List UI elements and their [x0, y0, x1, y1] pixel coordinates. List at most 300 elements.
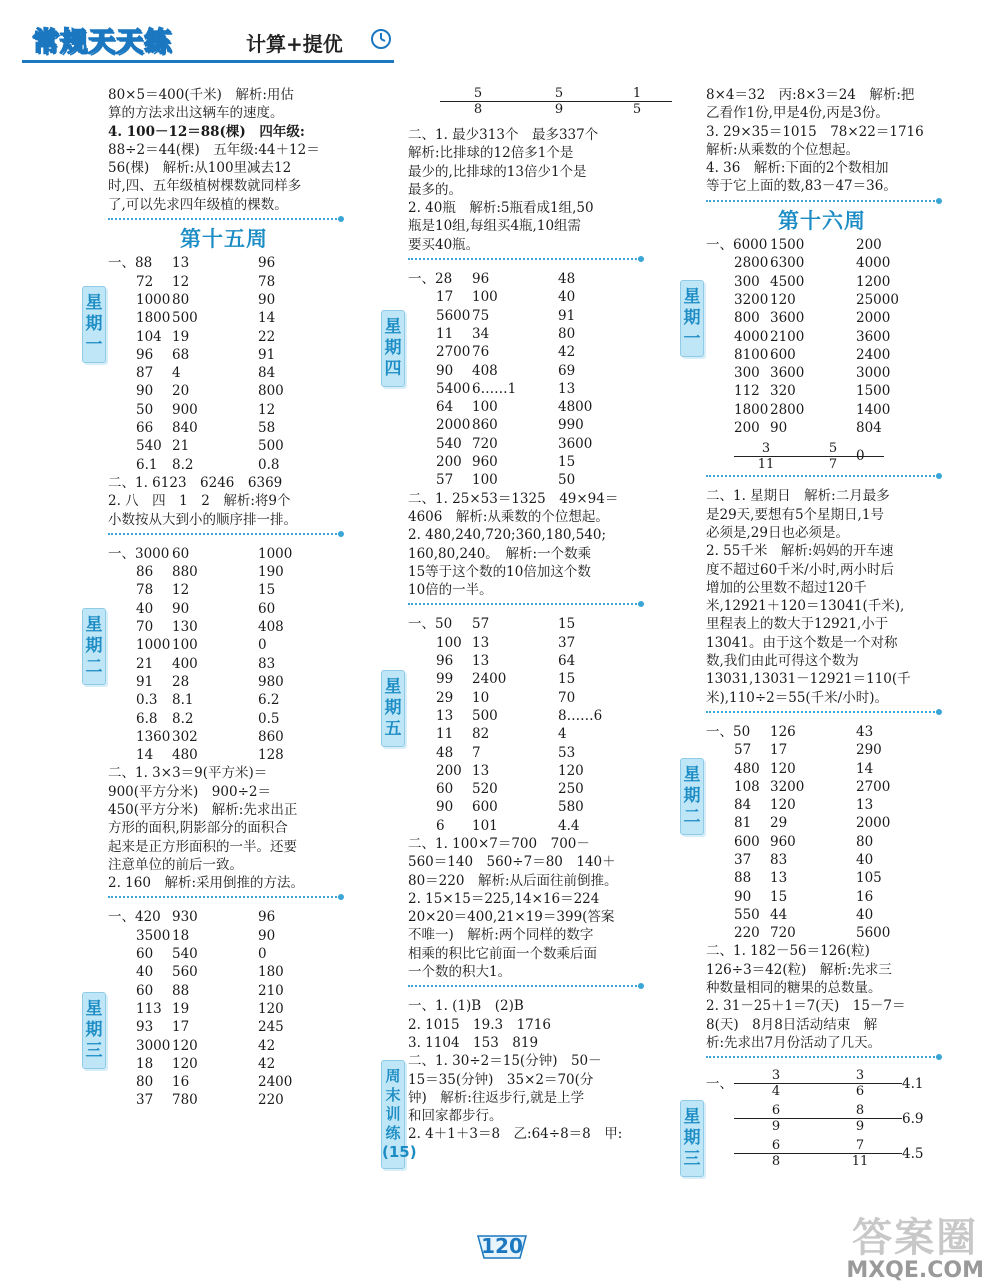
text-line: 二、1. 182－56＝126(粒)	[706, 943, 870, 960]
day-tag-weekend: 周末训练(15)	[381, 1060, 405, 1169]
answer-cell: 29	[770, 815, 788, 832]
answer-cell: 91	[558, 307, 576, 324]
text-line: 二、1. 6123 6246 6369	[108, 474, 283, 491]
text-line: 160,80,240。 解析:一个数乘	[408, 545, 592, 562]
answer-cell: 4500	[770, 273, 805, 290]
text-line: 3. 29×35＝1015 78×22＝1716	[706, 123, 924, 140]
answer-cell: 80	[136, 1074, 154, 1091]
text-line: 算的方法求出这辆车的速度。	[108, 105, 284, 122]
answer-cell: 2400	[856, 346, 891, 363]
separator	[108, 896, 340, 898]
text-line: 二、1. 100×7＝700 700－	[408, 835, 590, 852]
answer-cell: 80	[172, 291, 190, 308]
answer-cell: 96	[472, 271, 490, 288]
answer-cell: 60	[172, 545, 190, 562]
text-line: 最多的。	[408, 181, 462, 198]
text-line: 最少的,比排球的13倍少1个是	[408, 163, 587, 180]
fraction: $\frac{8}{9}$	[818, 1103, 902, 1134]
answer-cell: 860	[258, 728, 284, 745]
answer-cell: 90	[136, 383, 154, 400]
answer-cell: 400	[172, 655, 198, 672]
answer-cell: 88	[172, 982, 190, 999]
answer-cell: 15	[558, 671, 576, 688]
answer-cell: 6300	[770, 255, 805, 272]
answer-cell: 15	[770, 888, 788, 905]
text-line: 80＝220 解析:从后面往前倒推。	[408, 872, 618, 889]
answer-cell: 57	[734, 742, 752, 759]
clock-icon	[370, 28, 392, 50]
text-line: 时,四、五年级植树棵数就同样多	[108, 178, 302, 195]
answer-cell: 4000	[734, 328, 769, 345]
answer-cell: 126	[770, 723, 796, 740]
answer-cell: 860	[472, 417, 498, 434]
answer-cell: 57	[436, 472, 454, 489]
answer-cell: 14	[136, 747, 154, 764]
answer-cell: 22	[258, 328, 276, 345]
column-2	[408, 86, 640, 1144]
answer-cell: 84	[734, 797, 752, 814]
separator	[408, 258, 640, 260]
answer-cell: 8.2	[172, 710, 194, 727]
answer-grid-tue-w16	[706, 723, 938, 943]
answer-cell: 2800	[734, 255, 769, 272]
answer-cell: 13	[172, 255, 190, 272]
fraction: $\frac{6}{9}$	[734, 1103, 818, 1134]
answer-cell: 720	[770, 925, 796, 942]
fraction: $\frac{5}{9}$	[516, 86, 602, 126]
answer-cell: 50	[136, 401, 154, 418]
text-line: 13041。由于这个数是一个对称	[706, 634, 898, 651]
answer-cell: 120	[770, 760, 796, 777]
answer-cell: 48	[436, 744, 454, 761]
fraction: $\frac{3}{11}$	[734, 441, 798, 472]
answer-cell: 480	[734, 760, 760, 777]
text-line: 20×20＝400,21×19＝399(答案	[408, 909, 615, 926]
fraction: $\frac{6}{8}$	[734, 1138, 818, 1169]
text-line: 2. 31－25＋1＝7(天) 15－7＝	[706, 998, 906, 1015]
text-line: 2. 15×15＝225,14×16＝224	[408, 890, 613, 907]
text-line: 一、1. (1)B (2)B	[408, 998, 524, 1015]
answer-cell: 70	[558, 689, 576, 706]
answer-cell: 15	[558, 454, 576, 471]
answer-grid-thu	[408, 270, 640, 490]
fraction: $\frac{1}{5}$	[602, 86, 672, 126]
text-line: 乙看作1份,甲是4份,丙是3份。	[706, 105, 889, 122]
separator	[108, 533, 340, 535]
answer-cell: 500	[172, 310, 198, 327]
answer-cell: 78	[258, 273, 276, 290]
answer-cell: 28	[172, 673, 190, 690]
answer-cell: 408	[258, 619, 284, 636]
answer-cell: 6.2	[258, 692, 280, 709]
answer-cell: 72	[136, 273, 154, 290]
answer-cell: 16	[856, 888, 874, 905]
answer-cell: 12	[258, 401, 276, 418]
answer-cell: 3600	[770, 365, 805, 382]
answer-cell: 800	[258, 383, 284, 400]
separator	[706, 711, 938, 713]
answer-cell: 220	[258, 1092, 284, 1109]
answer-cell: 1500	[856, 383, 891, 400]
day-tag-wed-w15: 星期三	[82, 992, 106, 1069]
answer-cell: 3600	[558, 435, 593, 452]
answer-cell: 0.3	[136, 692, 158, 709]
answer-cell: 90	[436, 799, 454, 816]
text-line: 二、1. 星期日 解析:二月最多	[706, 488, 890, 505]
separator	[706, 1056, 938, 1058]
answer-cell: 500	[258, 438, 284, 455]
answer-cell: 2000	[856, 815, 891, 832]
answer-cell: 18	[172, 927, 190, 944]
answer-cell: 100	[472, 472, 498, 489]
answer-cell: 3000	[856, 365, 891, 382]
answer-cell: 90	[734, 888, 752, 905]
answer-cell: 93	[136, 1019, 154, 1036]
day-tag-wed-w16: 星期三	[680, 1100, 704, 1177]
text-line: 必须是,29日也必须是。	[706, 524, 849, 541]
answer-cell: 990	[558, 417, 584, 434]
text-line: 13031,13031－12921＝110(千	[706, 671, 911, 688]
answer-cell: 0.5	[258, 710, 280, 727]
answer-cell: 42	[258, 1037, 276, 1054]
text-line: 126÷3＝42(粒) 解析:先求三	[706, 961, 892, 978]
answer-cell: 100	[472, 399, 498, 416]
answer-cell: 96	[436, 653, 454, 670]
answer-cell: 8.1	[172, 692, 194, 709]
answer-cell: 120	[258, 1000, 284, 1017]
text-line: 钟) 解析:往返步行,就是上学	[408, 1089, 585, 1106]
answer-cell: 37	[136, 1092, 154, 1109]
answer-cell: 88	[734, 870, 752, 887]
answer-cell: 80	[558, 325, 576, 342]
answer-cell: 10	[472, 689, 490, 706]
answer-cell: 42	[558, 344, 576, 361]
answer-cell: 68	[172, 346, 190, 363]
answer-cell: 4.4	[558, 817, 580, 834]
answer-cell: 一、50	[408, 616, 453, 633]
separator	[108, 218, 340, 220]
text-line: 80×5＝400(千米) 解析:用估	[108, 87, 294, 103]
text-line: 是29天,要想有5个星期日,1号	[706, 506, 884, 523]
answer-cell: 一、3000	[108, 545, 170, 562]
page-number	[474, 1232, 530, 1262]
answer-cell: 96	[258, 255, 276, 272]
answer-cell: 40	[558, 289, 576, 306]
answer-cell: 480	[172, 747, 198, 764]
week-title-16: 第十六周	[778, 208, 866, 233]
text-line: 度不超过60千米/小时,两小时后	[706, 561, 895, 578]
text-line: 要买40瓶。	[408, 236, 480, 253]
answer-cell: 0.8	[258, 456, 280, 473]
text-line: 米,12921＋120＝13041(千米),	[706, 598, 905, 615]
answer-cell: 180	[258, 964, 284, 981]
answer-cell: 4800	[558, 399, 593, 416]
answer-cell: 37	[734, 851, 752, 868]
answer-cell: 6	[436, 817, 445, 834]
answer-cell: 90	[258, 291, 276, 308]
answer-cell: 96	[136, 346, 154, 363]
answer-cell: 90	[436, 362, 454, 379]
answer-cell: 960	[472, 454, 498, 471]
text-line: 解析:从乘数的个位想起。	[706, 141, 860, 158]
text-line: 8(天) 8月8日活动结束 解	[706, 1016, 878, 1033]
answer-cell: 3600	[856, 328, 891, 345]
answer-cell: 120	[558, 762, 584, 779]
answer-cell: 2100	[770, 328, 805, 345]
answer-cell: 87	[136, 365, 154, 382]
fraction: $\frac{5}{7}$	[782, 441, 884, 472]
answer-cell: 16	[172, 1074, 190, 1091]
answer-grid-tue	[108, 545, 340, 765]
column-3	[706, 86, 938, 1169]
answer-cell: 40	[136, 964, 154, 981]
answer-cell: 82	[472, 726, 490, 743]
answer-cell: 980	[258, 673, 284, 690]
answer-cell: 13	[856, 797, 874, 814]
text-line: 3. 1104 153 819	[408, 1034, 539, 1051]
answer-cell: 1360	[136, 728, 171, 745]
answer-cell: 21	[172, 438, 190, 455]
answer-grid-fri	[408, 615, 640, 835]
answer-cell: 96	[258, 909, 276, 926]
answer-cell: 6.9	[902, 1110, 924, 1127]
text-line: 56(棵) 解析:从100里减去12	[108, 160, 292, 177]
answer-cell: 40	[856, 906, 874, 923]
answer-cell: 19	[172, 1000, 190, 1017]
answer-cell: 520	[472, 781, 498, 798]
text-line: 米),110÷2＝55(千米/小时)。	[706, 689, 888, 706]
text-line: 瓶是10组,每组买4瓶,10组需	[408, 218, 582, 235]
answer-cell: 120	[770, 797, 796, 814]
text-line: 一个数的积大1。	[408, 964, 512, 981]
text-line: 8×4＝32 丙:8×3＝24 解析:把	[706, 87, 915, 103]
answer-cell: 100	[436, 634, 462, 651]
text-line: 2. 40瓶 解析:5瓶看成1组,50	[408, 200, 594, 217]
watermark	[846, 1216, 984, 1282]
answer-cell: 1200	[856, 273, 891, 290]
answer-cell: 104	[136, 328, 162, 345]
answer-cell: 60	[136, 982, 154, 999]
answer-cell: 21	[136, 655, 154, 672]
answer-cell: 12	[172, 273, 190, 290]
answer-cell: 200	[734, 420, 760, 437]
header-logo	[14, 14, 394, 66]
text-line: 二、1. 25×53＝1325 49×94＝	[408, 490, 619, 507]
answer-cell: 900	[172, 401, 198, 418]
answer-cell: 99	[436, 671, 454, 688]
text-line: 2. 1015 19.3 1716	[408, 1016, 551, 1033]
text-line: 二、1. 最少313个 最多337个	[408, 127, 599, 143]
answer-cell: 4.1	[902, 1075, 924, 1092]
answer-cell: 1500	[770, 237, 805, 254]
day-tag-thu-w15: 星期四	[381, 310, 405, 387]
text-line: 10倍的一半。	[408, 582, 493, 599]
answer-cell: 1000	[258, 545, 293, 562]
answer-cell: 580	[558, 799, 584, 816]
answer-cell: 64	[558, 653, 576, 670]
answer-cell: 540	[136, 438, 162, 455]
answer-cell: 540	[172, 946, 198, 963]
answer-cell: 302	[172, 728, 198, 745]
text-line: 2. 八 四 1 2 解析:将9个	[108, 493, 291, 510]
answer-cell: 4	[172, 365, 181, 382]
answer-cell: 3200	[770, 778, 805, 795]
answer-cell: 29	[436, 689, 454, 706]
watermark-url: MXQE.COM	[846, 1258, 984, 1283]
fraction: $\frac{3}{6}$	[818, 1068, 902, 1099]
answer-cell: 245	[258, 1019, 284, 1036]
answer-cell: 40	[856, 851, 874, 868]
answer-cell: 0	[258, 946, 267, 963]
text-line: 里程表上的数大于12921,小于	[706, 616, 889, 633]
answer-cell: 200	[436, 454, 462, 471]
answer-cell: 3200	[734, 291, 769, 308]
text-line: 450(平方分米) 解析:先求出正	[108, 801, 298, 818]
separator	[706, 200, 938, 202]
answer-cell: 120	[172, 1055, 198, 1072]
answer-cell: 930	[172, 909, 198, 926]
answer-cell: 78	[136, 582, 154, 599]
answer-cell: 14	[258, 310, 276, 327]
separator	[408, 985, 640, 987]
answer-cell: 91	[136, 673, 154, 690]
text-line: 2. 480,240,720;360,180,540;	[408, 527, 607, 544]
answer-cell: 17	[172, 1019, 190, 1036]
text-line: 15＝35(分钟) 35×2＝70(分	[408, 1071, 594, 1088]
answer-cell: 13	[436, 707, 454, 724]
separator	[706, 475, 938, 477]
answer-cell: 120	[770, 291, 796, 308]
column-1	[108, 86, 340, 1110]
text-line: 4. 100－12＝88(棵) 四年级:	[108, 123, 305, 140]
answer-cell: 15	[258, 582, 276, 599]
answer-cell: 200	[436, 762, 462, 779]
answer-cell: 53	[558, 744, 576, 761]
answer-cell: 12	[172, 582, 190, 599]
answer-grid-mon-w16	[706, 236, 938, 437]
text-line: 析:先求出7月份活动了几天。	[706, 1034, 882, 1051]
answer-cell: 800	[734, 310, 760, 327]
answer-cell: 5600	[856, 925, 891, 942]
answer-cell: 128	[258, 747, 284, 764]
answer-cell: 960	[770, 833, 796, 850]
answer-cell: 40	[136, 600, 154, 617]
text-line: 88÷2＝44(棵) 五年级:44＋12＝	[108, 141, 320, 158]
answer-cell: 880	[172, 564, 198, 581]
text-line: 种数量相同的糖果的总数量。	[706, 980, 882, 997]
answer-cell: 320	[770, 383, 796, 400]
answer-cell: 220	[734, 925, 760, 942]
answer-cell: 13	[472, 653, 490, 670]
fraction-grid-wed-w16: 一、 $\frac{3}{4}$ $\frac{3}{6}$ 4.1 $\frac{6}{9}$ $\frac{8}{9}$ 6.9 $\frac{6}{8}$ $\frac{7}{11}$ 4.5	[706, 1068, 938, 1169]
answer-cell: 112	[734, 383, 760, 400]
answer-cell: 66	[136, 420, 154, 437]
text-line: 解析:比排球的12倍多1个是	[408, 145, 574, 162]
answer-cell: 11	[436, 325, 454, 342]
answer-cell: 4	[558, 726, 567, 743]
answer-grid-mon	[108, 254, 340, 474]
text-line: 起来是正方形面积的一半。还要	[108, 838, 297, 855]
answer-cell: 81	[734, 815, 752, 832]
answer-cell: 290	[856, 742, 882, 759]
answer-cell: 17	[770, 742, 788, 759]
text-line: 4606 解析:从乘数的个位想起。	[408, 508, 609, 525]
answer-cell: 6……1	[472, 380, 517, 397]
answer-cell: 190	[258, 564, 284, 581]
fraction: $\frac{5}{8}$	[440, 86, 516, 126]
answer-cell: 550	[734, 906, 760, 923]
separator	[408, 603, 640, 605]
answer-cell: 91	[258, 346, 276, 363]
answer-grid-wed	[108, 908, 340, 1109]
answer-cell: 1000	[136, 637, 171, 654]
header-subtitle: 计算+提优	[246, 32, 343, 56]
answer-cell: 60	[258, 600, 276, 617]
col1-carry	[108, 86, 340, 214]
answer-cell: 6.8	[136, 710, 158, 727]
answer-cell: 600	[770, 346, 796, 363]
text-line: 小数按从大到小的顺序排一排。	[108, 511, 297, 528]
answer-cell: 2400	[258, 1074, 293, 1091]
answer-cell: 130	[172, 619, 198, 636]
day-tag-fri-w15: 星期五	[381, 670, 405, 747]
header-title: 常规天天练	[32, 27, 172, 58]
answer-cell: 600	[734, 833, 760, 850]
answer-cell: 0	[258, 637, 267, 654]
text-line: 2. 4＋1＋3＝8 乙:64÷8＝8 甲:	[408, 1126, 623, 1143]
day-tag-tue-w15: 星期二	[82, 608, 106, 685]
page-number-text: 120	[481, 1234, 523, 1258]
answer-cell: 3000	[136, 1037, 171, 1054]
answer-cell: 14	[856, 760, 874, 777]
answer-cell: 8100	[734, 346, 769, 363]
answer-cell: 11	[436, 726, 454, 743]
answer-cell: 108	[734, 778, 760, 795]
answer-cell: 20	[172, 383, 190, 400]
answer-cell: 2000	[436, 417, 471, 434]
answer-cell: 100	[472, 289, 498, 306]
answer-cell: 83	[770, 851, 788, 868]
answer-cell: 250	[558, 781, 584, 798]
answer-cell: 25000	[856, 291, 899, 308]
day-tag-mon-w16: 星期一	[680, 280, 704, 357]
answer-cell: 一、50	[706, 723, 751, 740]
answer-cell: 76	[472, 344, 490, 361]
answer-cell: 69	[558, 362, 576, 379]
text-line: 2. 160 解析:采用倒推的方法。	[108, 875, 304, 892]
text-line: 15等于这个数的10倍加这个数	[408, 563, 591, 580]
text-line: 2. 55千米 解析:妈妈的开车速	[706, 543, 894, 560]
answer-cell: 一、28	[408, 271, 453, 288]
answer-cell: 1000	[136, 291, 171, 308]
answer-cell: 120	[172, 1037, 198, 1054]
answer-cell: 1800	[136, 310, 171, 327]
answer-cell: 57	[472, 616, 490, 633]
fraction: $\frac{7}{11}$	[818, 1138, 902, 1169]
answer-cell: 34	[472, 325, 490, 342]
answer-cell: 19	[172, 328, 190, 345]
text-line: 二、1. 30÷2＝15(分钟) 50－	[408, 1053, 602, 1070]
answer-cell: 408	[472, 362, 498, 379]
text-line: 不唯一) 解析:两个同样的数字	[408, 927, 594, 944]
answer-cell: 2800	[770, 401, 805, 418]
answer-cell: 600	[472, 799, 498, 816]
answer-cell: 2000	[856, 310, 891, 327]
text-line: 增加的公里数不超过120千	[706, 579, 867, 596]
text-line: 注意单位的前后一致。	[108, 856, 243, 873]
answer-cell: 13	[472, 762, 490, 779]
answer-cell: 105	[856, 870, 882, 887]
